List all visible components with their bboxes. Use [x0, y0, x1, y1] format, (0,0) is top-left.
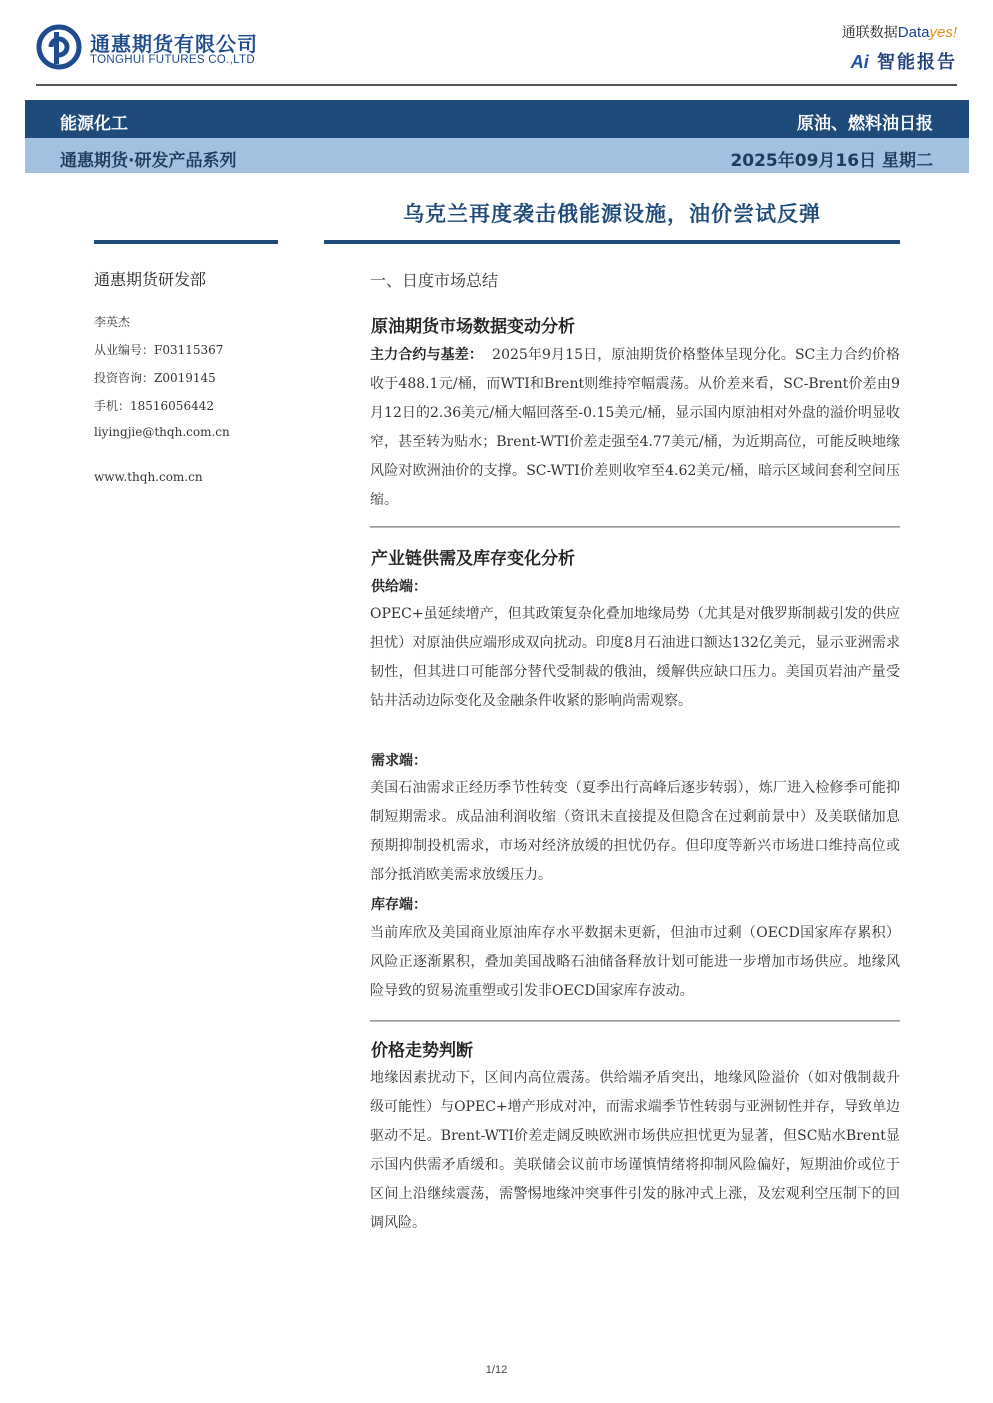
- header-rule: [36, 84, 957, 86]
- datayes-logo: [842, 22, 957, 42]
- website-link[interactable]: www.thqh.com.cn: [94, 470, 203, 484]
- datayes-brand: Data: [897, 24, 930, 41]
- page-number: 1/12: [485, 1364, 508, 1376]
- license-number: 从业编号：F03115367: [94, 343, 224, 357]
- analyst-name: 李英杰: [94, 315, 131, 329]
- inventory-text: 当前库欣及美国商业原油库存水平数据未更新，但油市过剩（OECD国家库存累积）风险正逐渐累积，叠加美国战略石油储备释放计划可能进一步增加市场供应。地缘风险导致的贸易流重塑或引发非OECD国家库存波动。: [370, 925, 900, 999]
- department-name: 通惠期货研发部: [94, 270, 207, 289]
- ai-report-logo: [851, 48, 957, 74]
- ai-mark: Ai: [850, 52, 869, 72]
- datayes-suffix: yes!: [929, 24, 957, 41]
- section-divider: [370, 1020, 900, 1022]
- sector-label: 能源化工: [60, 114, 128, 134]
- consulting-number: 投资咨询：Z0019145: [94, 371, 216, 385]
- section-divider: [370, 526, 900, 528]
- datayes-prefix: 通联数据: [841, 25, 898, 41]
- ai-report-label: 智能报告: [877, 52, 957, 73]
- phone-number: 手机：18516056442: [94, 399, 214, 413]
- sidebar-title-rule: [94, 240, 278, 244]
- demand-text: 美国石油需求正经历季节性转变（夏季出行高峰后逐步转弱），炼厂进入检修季可能抑制短期需求。成品油利润收缩（资讯未直接提及但隐含在过剩前景中）及美联储加息预期抑制投机需求，市场对经济放缓的担忧仍存。但印度等新兴市场进口维持高位或部分抵消欧美需求放缓压力。: [370, 780, 900, 883]
- tonghui-logo-icon: [36, 24, 82, 70]
- price-outlook-text: 地缘因素扰动下，区间内高位震荡。供给端矛盾突出，地缘风险溢价（如对俄制裁升级可能性）与OPEC+增产形成对冲，而需求端季节性转弱与亚洲韧性并存，导致单边驱动不足。Brent-WTI价差走阔反映欧洲市场供应担忧更为显著，但SC贴水Brent显示国内供需矛盾缓和。美联储会议前市场谨慎情绪将抑制风险偏好，短期油价或位于区间上沿继续震荡，需警惕地缘冲突事件引发的脉冲式上涨，及宏观利空压制下的回调风险。: [370, 1070, 900, 1231]
- company-name-cn: 通惠期货有限公司: [90, 32, 258, 56]
- inventory-label: 库存端：: [371, 897, 427, 913]
- supply-text: OPEC+虽延续增产，但其政策复杂化叠加地缘局势（尤其是对俄罗斯制裁引发的供应担忧）对原油供应端形成双向扰动。印度8月石油进口额达132亿美元，显示亚洲需求韧性，但其进口可能部分替代受制裁的俄油，缓解供应缺口压力。美国页岩油产量受钻井活动边际变化及金融条件收紧的影响尚需观察。: [370, 606, 900, 709]
- email-link[interactable]: liyingjie@thqh.com.cn: [94, 425, 230, 439]
- series-label: 通惠期货·研发产品系列: [60, 151, 237, 171]
- supply-label: 供给端：: [371, 579, 427, 595]
- company-name-en: TONGHUI FUTURES CO.,LTD: [90, 54, 255, 66]
- demand-label: 需求端：: [371, 753, 427, 769]
- report-date: 2025年09月16日 星期二: [730, 151, 933, 171]
- report-title: 乌克兰再度袭击俄能源设施，油价尝试反弹: [403, 202, 821, 226]
- section-heading-summary: 一、日度市场总结: [370, 271, 499, 290]
- supply-demand-title: 产业链供需及库存变化分析: [371, 549, 575, 569]
- futures-analysis-title: 原油期货市场数据变动分析: [371, 317, 575, 337]
- futures-analysis-text: 2025年9月15日，原油期货价格整体呈现分化。SC主力合约价格收于488.1元/桶，而WTI和Brent则维持窄幅震荡。从价差来看，SC-Brent价差由9月12日的2.36美元/桶大幅回落至-0.15美元/桶，显示国内原油相对外盘的溢价明显收窄，甚至转为贴水；Brent-WTI价差走强至4.77美元/桶，为近期高位，可能反映地缘风险对欧洲油价的支撑。SC-WTI价差则收窄至4.62美元/桶，暗示区域间套利空间压缩。: [370, 347, 901, 508]
- main-title-rule: [324, 240, 900, 244]
- futures-analysis-lead: 主力合约与基差：: [370, 347, 483, 363]
- futures-analysis-paragraph: [370, 341, 900, 515]
- report-type: 原油、燃料油日报: [797, 114, 933, 134]
- price-outlook-title: 价格走势判断: [371, 1041, 473, 1061]
